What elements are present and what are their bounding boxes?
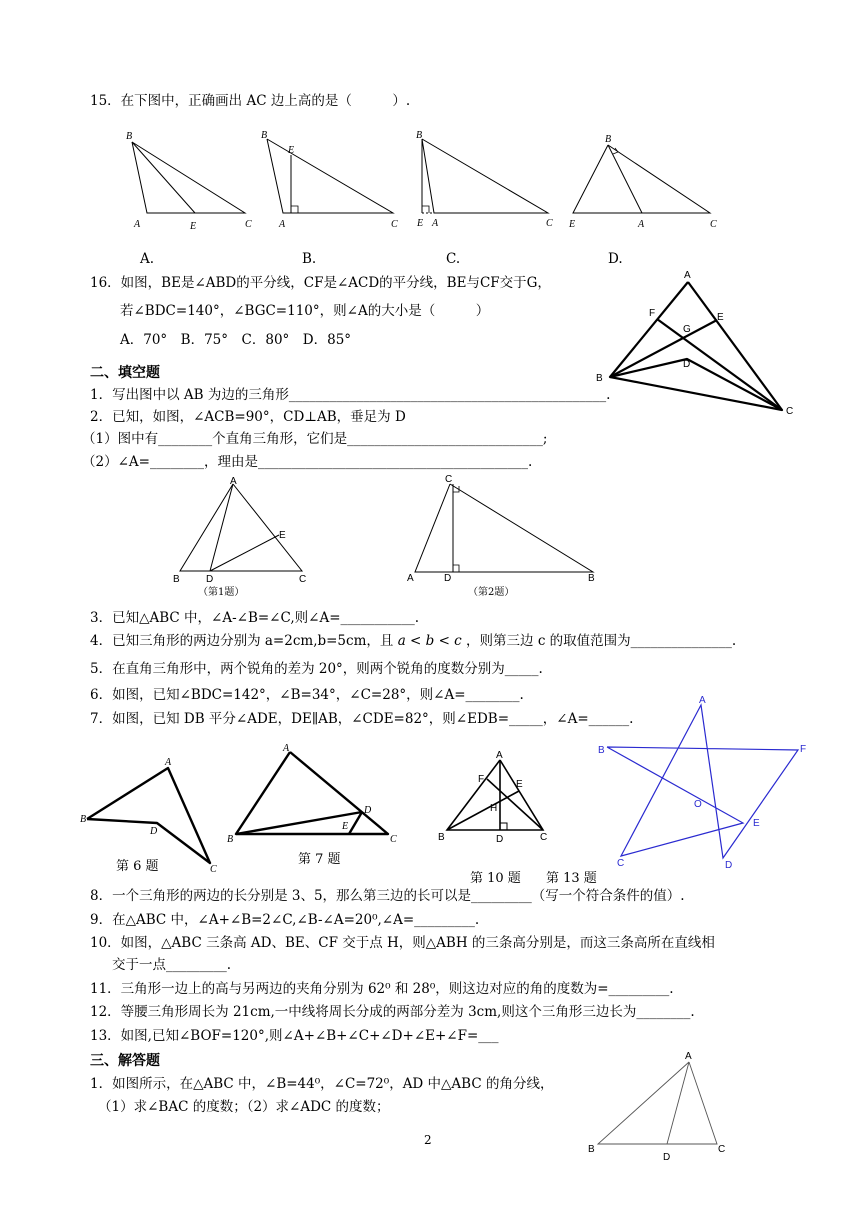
svg-text:E: E: [516, 779, 523, 790]
solve-q1-line1: 1．如图所示，在△ABC 中，∠B=44⁰，∠C=72⁰，AD 中△ABC 的角分线，: [90, 1076, 554, 1092]
svg-text:A: A: [685, 1051, 692, 1062]
svg-text:A: A: [279, 219, 286, 230]
svg-text:B: B: [605, 134, 612, 145]
svg-text:B: B: [598, 745, 605, 756]
svg-text:A: A: [134, 219, 141, 230]
fill-q1-figure: [170, 476, 320, 586]
q15-text: 15．在下图中，正确画出 AC 边上高的是（ ）.: [90, 93, 411, 109]
fill-q10-caption: 第 10 题: [470, 871, 521, 886]
svg-text:A: A: [684, 270, 691, 281]
svg-text:A: A: [230, 476, 237, 487]
svg-text:A: A: [165, 757, 172, 768]
q15-figure-b: [255, 128, 405, 234]
fill-q7-figure: [225, 738, 410, 858]
q16-figure: [590, 262, 810, 422]
svg-text:H: H: [490, 803, 498, 814]
svg-text:E: E: [342, 821, 349, 832]
q15-figure-d: [560, 128, 730, 234]
svg-text:F: F: [800, 744, 807, 755]
svg-text:E: E: [417, 218, 424, 229]
fill-q7-caption: 第 7 题: [298, 852, 341, 867]
svg-text:C: C: [786, 406, 794, 417]
fill-q2: 2．已知，如图，∠ACB=90°，CD⊥AB，垂足为 D: [90, 409, 406, 425]
svg-text:D: D: [364, 805, 372, 816]
fill-q5: 5．在直角三角形中，两个锐角的差为 20°，则两个锐角的度数分别为_____.: [90, 661, 543, 677]
fill-q4: [90, 632, 736, 650]
svg-text:C: C: [710, 219, 717, 230]
q15-figure-a: [120, 128, 260, 234]
svg-text:B: B: [126, 131, 133, 142]
section-fill-title: 二、填空题: [90, 365, 160, 381]
fill-q13: 13．如图,已知∠BOF=120°,则∠A+∠B+∠C+∠D+∠E+∠F=___: [90, 1028, 499, 1044]
q16-line2: 若∠BDC=140°，∠BGC=110°，则∠A的大小是（ ）: [120, 303, 490, 319]
svg-text:C: C: [617, 858, 625, 869]
q16-line1: 16．如图，BE是∠ABD的平分线，CF是∠ACD的平分线，BE与CF交于G，: [90, 275, 551, 291]
svg-text:B: B: [438, 832, 445, 843]
fill-q4-end: ，则第三边 c 的取值范围为_______________.: [466, 633, 737, 649]
fill-q10-figure: [430, 748, 560, 848]
fill-q13-caption: 第 13 题: [546, 871, 597, 886]
svg-text:B: B: [588, 573, 595, 584]
fill-q8: 8．一个三角形的两边的长分别是 3、5，那么第三边的长可以是_________（写一个符合条件的值）.: [90, 888, 685, 904]
fill-q12: 12．等腰三角形周长为 21cm,一中线将周长分成的两部分差为 3cm,则这个三角形三边长为________.: [90, 1004, 695, 1020]
fill-q4-start: 4．已知三角形的两边分别为 a=2cm,b=5cm，且: [90, 633, 394, 649]
fill-q3: 3．已知△ABC 中，∠A-∠B=∠C,则∠A=___________.: [90, 610, 420, 626]
svg-text:C: C: [718, 1144, 726, 1155]
svg-text:B: B: [227, 834, 234, 845]
q16-choices: A．70° B．75° C．80° D．85°: [120, 332, 352, 348]
page-number: 2: [424, 1133, 432, 1147]
svg-text:A: A: [496, 750, 503, 761]
svg-text:C: C: [540, 832, 548, 843]
svg-text:B: B: [416, 130, 423, 141]
svg-text:C: C: [390, 834, 397, 845]
svg-text:D: D: [444, 573, 452, 584]
fill-q10-line1: 10．如图，△ABC 三条高 AD、BE、CF 交于点 H，则△ABH 的三条高分别是，而这三条高所在直线相: [90, 935, 715, 951]
svg-text:F: F: [478, 774, 485, 785]
q15-option-d: D.: [608, 251, 623, 267]
q15-option-a: A.: [140, 251, 155, 267]
svg-text:B: B: [173, 574, 180, 585]
fill-q7: 7．如图，已知 DB 平分∠ADE，DE∥AB，∠CDE=82°，则∠EDB=_____，∠A=______.: [90, 711, 634, 727]
fill-q2-part2: （2）∠A=________，理由是________________________________________.: [82, 454, 533, 470]
solve-q1-figure: [585, 1048, 735, 1168]
svg-text:E: E: [717, 312, 724, 323]
svg-text:E: E: [190, 221, 197, 232]
svg-text:D: D: [683, 359, 691, 370]
fill-q1-caption: （第1题）: [198, 587, 245, 598]
svg-text:C: C: [210, 864, 217, 875]
fill-q6: 6．如图，已知∠BDC=142°，∠B=34°，∠C=28°，则∠A=________.: [90, 687, 524, 703]
svg-text:B: B: [80, 814, 87, 825]
svg-text:A: A: [638, 219, 645, 230]
section-solve-title: 三、解答题: [90, 1053, 160, 1069]
svg-text:C: C: [245, 219, 252, 230]
fill-q1: 1．写出图中以 AB 为边的三角形_______________________________________________.: [90, 387, 611, 403]
q15-option-b: B.: [302, 251, 317, 267]
fill-q2-caption: （第2题）: [468, 587, 515, 598]
fill-q11: 11．三角形一边上的高与另两边的夹角分别为 62⁰ 和 28⁰，则这边对应的角的度数为=_________.: [90, 981, 674, 997]
svg-text:C: C: [445, 474, 453, 485]
svg-text:C: C: [546, 218, 553, 229]
svg-text:D: D: [725, 860, 733, 871]
svg-text:D: D: [496, 834, 504, 845]
svg-text:D: D: [150, 826, 158, 837]
fill-q2-figure: [400, 476, 610, 586]
q15-option-c: C.: [446, 251, 461, 267]
svg-text:F: F: [649, 308, 656, 319]
svg-text:A: A: [699, 695, 706, 706]
fill-q2-part1: （1）图中有________个直角三角形，它们是_____________________________;: [82, 431, 548, 447]
fill-q6-caption: 第 6 题: [116, 859, 159, 874]
solve-q1-line2: （1）求∠BAC 的度数；（2）求∠ADC 的度数；: [98, 1099, 390, 1115]
svg-text:C: C: [391, 219, 398, 230]
fill-q9: 9．在△ABC 中，∠A+∠B=2∠C,∠B-∠A=20⁰,∠A=_________.: [90, 912, 480, 928]
svg-text:D: D: [206, 574, 214, 585]
svg-text:G: G: [683, 324, 691, 335]
fill-q10-line2: 交于一点_________.: [112, 957, 232, 973]
fill-q13-figure: [595, 695, 810, 875]
svg-text:D: D: [663, 1152, 671, 1163]
svg-text:B: B: [596, 373, 603, 384]
fill-q4-math: a < b < c: [397, 633, 462, 649]
svg-text:A: A: [407, 573, 414, 584]
svg-text:A: A: [283, 743, 290, 754]
svg-text:A: A: [432, 218, 439, 229]
svg-text:O: O: [694, 799, 702, 810]
svg-text:E: E: [753, 818, 760, 829]
svg-text:B: B: [588, 1144, 595, 1155]
svg-text:B: B: [261, 130, 268, 141]
svg-text:E: E: [288, 145, 295, 156]
svg-text:E: E: [569, 219, 576, 230]
svg-text:C: C: [299, 574, 307, 585]
svg-text:E: E: [279, 530, 286, 541]
q15-figure-c: [410, 128, 560, 234]
